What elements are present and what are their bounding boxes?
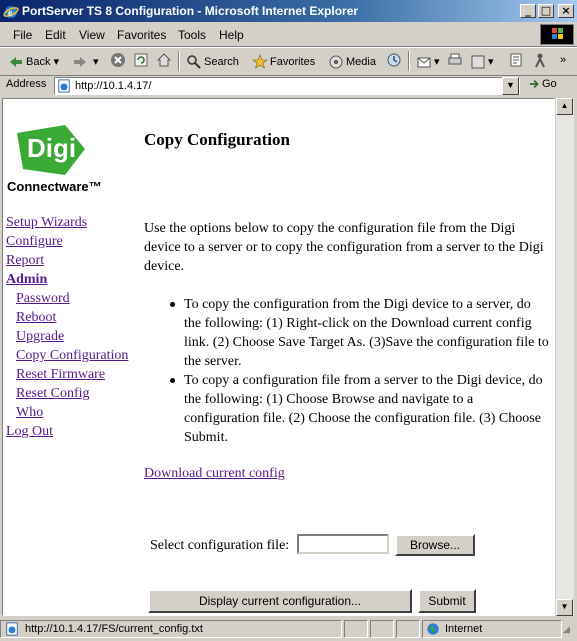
- browse-button[interactable]: Browse...: [395, 534, 475, 556]
- zone-text: Internet: [445, 623, 483, 635]
- print-icon[interactable]: [447, 52, 463, 68]
- back-arrow-icon: [8, 54, 24, 70]
- status-text: http://10.1.4.17/FS/current_config.txt: [25, 623, 203, 635]
- vertical-scrollbar[interactable]: [555, 98, 574, 616]
- media-label: Media: [346, 55, 376, 68]
- go-label: Go: [542, 78, 557, 90]
- mail-button[interactable]: ▾: [416, 54, 440, 70]
- list-item: [184, 371, 549, 447]
- forward-arrow-icon: [72, 54, 88, 70]
- status-field: [0, 620, 342, 638]
- nav-configure[interactable]: Configure: [6, 234, 63, 249]
- favorites-star-icon: [252, 54, 268, 70]
- close-button[interactable]: ×: [558, 4, 574, 18]
- forward-button[interactable]: ▾: [72, 54, 99, 70]
- nav-reset-config[interactable]: Reset Config: [16, 386, 90, 401]
- minimize-button[interactable]: _: [520, 4, 536, 18]
- address-dropdown-icon[interactable]: ▼: [502, 77, 519, 95]
- favorites-button[interactable]: [252, 54, 315, 70]
- bullet-text-1: To copy the configuration from the Digi device to a server, do the following: (1) Right-click on the Download current config link. (2) Choose Save Target As. (3)Save the configuration file to the server.: [184, 297, 549, 369]
- menu-view[interactable]: View: [79, 28, 105, 42]
- discuss-icon[interactable]: [508, 52, 524, 68]
- menu-bar: [0, 22, 577, 47]
- display-config-button[interactable]: Display current configuration...: [148, 589, 412, 613]
- title-bar: [0, 0, 577, 22]
- file-label: Select configuration file:: [150, 538, 290, 553]
- nav-upgrade[interactable]: Upgrade: [16, 329, 65, 344]
- menu-favorites[interactable]: Favorites: [117, 28, 167, 42]
- menu-edit[interactable]: Edit: [45, 28, 66, 42]
- home-icon[interactable]: [156, 52, 172, 68]
- nav-copy-configuration[interactable]: Copy Configuration: [16, 348, 129, 363]
- page-title: Copy Configuration: [144, 130, 290, 149]
- page-icon: [5, 622, 19, 636]
- favorites-label: Favorites: [270, 55, 316, 68]
- go-arrow-icon: [528, 78, 542, 90]
- back-button[interactable]: Back ▾: [8, 54, 59, 70]
- status-bar: [0, 618, 577, 641]
- intro-text: Use the options below to copy the configuration file from the Digi device to a server or to copy the configuration from a server to the Digi device.: [144, 221, 544, 274]
- toolbar-separator: [178, 51, 180, 71]
- search-label: Search: [204, 55, 239, 68]
- messenger-icon[interactable]: [532, 52, 548, 68]
- stop-icon[interactable]: [110, 52, 126, 68]
- list-item: [184, 295, 549, 371]
- scroll-down-icon[interactable]: ▼: [556, 599, 573, 616]
- submit-button[interactable]: Submit: [418, 589, 476, 613]
- go-button[interactable]: [528, 78, 557, 90]
- zone-field: [422, 620, 562, 638]
- toolbar: [0, 47, 577, 76]
- windows-logo-icon: [540, 24, 574, 45]
- address-input[interactable]: [54, 77, 520, 95]
- refresh-icon[interactable]: [133, 52, 149, 68]
- digi-brand: Digi: [27, 133, 77, 163]
- internet-globe-icon: [426, 622, 440, 636]
- maximize-button[interactable]: □: [538, 4, 554, 18]
- nav-log-out[interactable]: Log Out: [6, 424, 54, 439]
- back-label: Back: [26, 55, 51, 68]
- file-path-input[interactable]: [297, 534, 389, 554]
- page-icon: [57, 79, 71, 93]
- page-content: [2, 98, 555, 616]
- status-panel: [396, 620, 420, 638]
- ie-logo-icon: [3, 3, 19, 19]
- edit-icon: [470, 54, 486, 70]
- edit-button[interactable]: ▾: [470, 54, 494, 70]
- instructions-list: [184, 295, 549, 447]
- menu-help[interactable]: Help: [219, 28, 244, 42]
- status-panel: [344, 620, 368, 638]
- nav-who[interactable]: Who: [16, 405, 44, 420]
- nav-reboot[interactable]: Reboot: [16, 310, 57, 325]
- nav-password[interactable]: Password: [16, 291, 70, 306]
- toolbar-overflow-icon[interactable]: »: [560, 54, 567, 66]
- digi-logo: [17, 125, 87, 182]
- nav-setup-wizards[interactable]: Setup Wizards: [6, 215, 88, 230]
- media-icon: [328, 54, 344, 70]
- address-label: Address: [6, 78, 47, 90]
- mail-icon: [416, 54, 432, 70]
- search-icon: [186, 54, 202, 70]
- resize-grip-icon[interactable]: ◢: [563, 624, 570, 634]
- bullet-text-2: To copy a configuration file from a server to the Digi device, do the following: (1) Choose Browse and navigate to a configuration file. (2) Choose the configuration file. (3) Choose Submit.: [184, 373, 543, 445]
- scroll-up-icon[interactable]: ▲: [556, 98, 573, 115]
- connectware-tagline: Connectware™: [7, 179, 102, 194]
- window-title: PortServer TS 8 Configuration - Microsoft Internet Explorer: [22, 4, 359, 18]
- nav-reset-firmware[interactable]: Reset Firmware: [16, 367, 106, 382]
- toolbar-separator: [408, 51, 410, 71]
- history-icon[interactable]: [386, 52, 402, 68]
- menu-tools[interactable]: Tools: [178, 28, 207, 42]
- nav-admin[interactable]: Admin: [6, 272, 48, 287]
- status-panel: [370, 620, 394, 638]
- menu-file[interactable]: File: [13, 28, 33, 42]
- address-bar: [0, 75, 577, 97]
- address-url: http://10.1.4.17/: [75, 80, 152, 92]
- svg-text:e: e: [8, 8, 13, 19]
- nav-report[interactable]: Report: [6, 253, 45, 268]
- search-button[interactable]: [186, 54, 239, 70]
- download-config-link[interactable]: Download current config: [144, 466, 285, 481]
- media-button[interactable]: [328, 54, 376, 70]
